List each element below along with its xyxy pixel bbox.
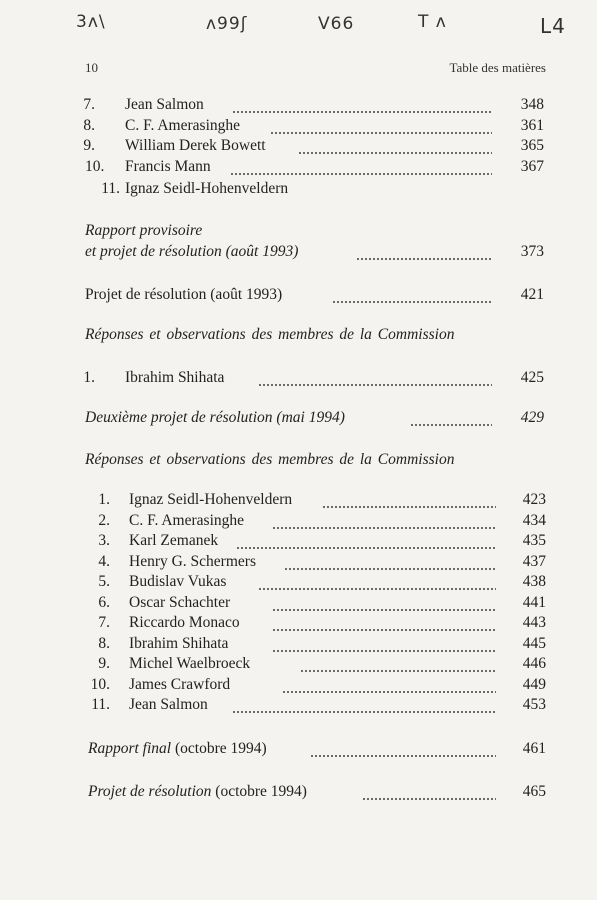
leader-dots xyxy=(272,639,496,653)
running-title: Table des matières xyxy=(449,60,546,75)
entry-name: C. F. Amerasinghe xyxy=(129,511,245,529)
toc-entry xyxy=(0,96,597,116)
entry-page: 367 xyxy=(520,158,544,175)
entry-name: William Derek Bowett xyxy=(125,137,266,154)
entry-page: 429 xyxy=(520,409,544,426)
handwritten-mark: 3ʌ\ xyxy=(76,12,106,32)
toc-entry xyxy=(0,676,597,696)
entry-name-italic: Projet de résolution xyxy=(88,783,212,800)
entry-page: 441 xyxy=(522,593,546,611)
entry-page: 453 xyxy=(522,696,546,713)
leader-dots xyxy=(410,413,492,427)
entry-number: 1. xyxy=(83,369,95,386)
leader-dots xyxy=(356,247,492,261)
entry-number: 8. xyxy=(98,634,110,652)
leader-dots xyxy=(300,659,496,673)
entry-page: 449 xyxy=(522,675,546,693)
entry-name xyxy=(88,740,267,758)
handwritten-mark: V66 xyxy=(318,14,355,34)
toc-entry xyxy=(0,180,597,200)
entry-name: et projet de résolution (août 1993) xyxy=(85,243,299,260)
entry-page: 373 xyxy=(520,243,544,260)
entry-number: 8. xyxy=(83,117,95,134)
entry-name: Budislav Vukas xyxy=(129,573,227,590)
leader-dots xyxy=(310,744,496,758)
entry-name-date: (octobre 1994) xyxy=(174,740,267,757)
entry-name: Jean Salmon xyxy=(129,696,208,713)
toc-entry xyxy=(0,740,597,760)
entry-number: 9. xyxy=(98,655,110,672)
leader-dots xyxy=(232,700,496,714)
entry-page: 446 xyxy=(522,655,546,672)
handwritten-mark: T ʌ xyxy=(418,12,447,32)
entry-page: 425 xyxy=(520,369,544,386)
entry-page: 435 xyxy=(522,532,546,549)
entry-name: Michel Waelbroeck xyxy=(129,655,251,672)
toc-heading xyxy=(0,222,597,242)
heading-text: Rapport provisoire xyxy=(85,222,203,239)
toc-entry xyxy=(0,243,597,263)
entry-name: Ignaz Seidl-Hohenveldern xyxy=(125,180,289,197)
toc-entry xyxy=(0,635,597,655)
leader-dots xyxy=(322,495,496,509)
entry-page: 445 xyxy=(522,634,546,652)
entry-page: 361 xyxy=(520,117,544,134)
entry-name-date: (octobre 1994) xyxy=(215,783,307,800)
entry-page: 465 xyxy=(522,783,546,800)
entry-number: 7. xyxy=(83,96,95,113)
entry-number: 10. xyxy=(90,675,110,693)
toc-entry xyxy=(0,553,597,573)
entry-name: Deuxième projet de résolution (mai 1994) xyxy=(85,409,345,426)
entry-page: 421 xyxy=(520,286,544,303)
toc-entry xyxy=(0,573,597,593)
entry-name: Karl Zemanek xyxy=(129,532,219,549)
entry-number: 3. xyxy=(98,532,110,549)
entry-number: 6. xyxy=(98,593,110,611)
toc-entry xyxy=(0,655,597,675)
entry-number: 1. xyxy=(98,491,110,508)
leader-dots xyxy=(258,577,496,591)
entry-page: 443 xyxy=(522,614,546,631)
toc-entry xyxy=(0,117,597,137)
entry-name: James Crawford xyxy=(129,675,231,693)
entry-name: Henry G. Schermers xyxy=(129,552,256,570)
leader-dots xyxy=(282,680,496,694)
entry-name: Oscar Schachter xyxy=(129,593,231,611)
toc-heading xyxy=(0,451,597,471)
entry-page: 461 xyxy=(522,740,546,757)
entry-number: 11. xyxy=(101,180,120,197)
leader-dots xyxy=(362,787,496,801)
leader-dots xyxy=(272,618,496,632)
entry-name: C. F. Amerasinghe xyxy=(125,117,241,134)
leader-dots xyxy=(230,162,492,176)
entry-number: 9. xyxy=(83,137,95,154)
toc-heading xyxy=(0,326,597,346)
leader-dots xyxy=(272,516,496,530)
entry-page: 434 xyxy=(522,511,546,529)
leader-dots xyxy=(332,290,492,304)
entry-name: Projet de résolution (août 1993) xyxy=(85,286,283,303)
entry-page: 365 xyxy=(520,137,544,154)
leader-dots xyxy=(284,557,496,571)
entry-name-italic: Rapport final xyxy=(88,740,172,757)
entry-number: 2. xyxy=(98,511,110,529)
handwritten-mark: L4 xyxy=(540,14,566,38)
leader-dots xyxy=(258,373,492,387)
toc-entry xyxy=(0,137,597,157)
toc-entry xyxy=(0,783,597,803)
leader-dots xyxy=(298,141,492,155)
page-number: 10 xyxy=(85,60,98,75)
toc-entry xyxy=(0,532,597,552)
entry-name: Jean Salmon xyxy=(125,96,204,113)
heading-text: Réponses et observations des membres de la Commission xyxy=(85,451,455,468)
entry-name: Ibrahim Shihata xyxy=(125,369,225,386)
leader-dots xyxy=(232,100,492,114)
leader-dots xyxy=(236,536,496,550)
entry-page: 437 xyxy=(522,552,546,570)
toc-entry xyxy=(0,594,597,614)
entry-number: 5. xyxy=(98,573,110,590)
toc-entry xyxy=(0,409,597,429)
entry-number: 4. xyxy=(98,552,110,570)
entry-name: Riccardo Monaco xyxy=(129,614,240,631)
entry-name xyxy=(88,783,307,801)
toc-entry xyxy=(0,512,597,532)
entry-number: 7. xyxy=(98,614,110,631)
toc-entry xyxy=(0,696,597,716)
toc-entry xyxy=(0,286,597,306)
handwritten-mark: ʌ99ʃ xyxy=(206,14,248,34)
toc-entry xyxy=(0,158,597,178)
toc-entry xyxy=(0,614,597,634)
leader-dots xyxy=(270,121,492,135)
leader-dots xyxy=(272,598,496,612)
entry-page: 438 xyxy=(522,573,546,590)
entry-number: 10. xyxy=(85,158,105,175)
entry-name: Ibrahim Shihata xyxy=(129,634,229,652)
entry-name: Ignaz Seidl-Hohenveldern xyxy=(129,491,293,508)
toc-entry xyxy=(0,491,597,511)
entry-name: Francis Mann xyxy=(125,158,211,175)
entry-number: 11. xyxy=(91,696,110,713)
entry-page: 348 xyxy=(520,96,544,113)
entry-page: 423 xyxy=(522,491,546,508)
toc-entry xyxy=(0,369,597,389)
heading-text: Réponses et observations des membres de la Commission xyxy=(85,326,455,343)
